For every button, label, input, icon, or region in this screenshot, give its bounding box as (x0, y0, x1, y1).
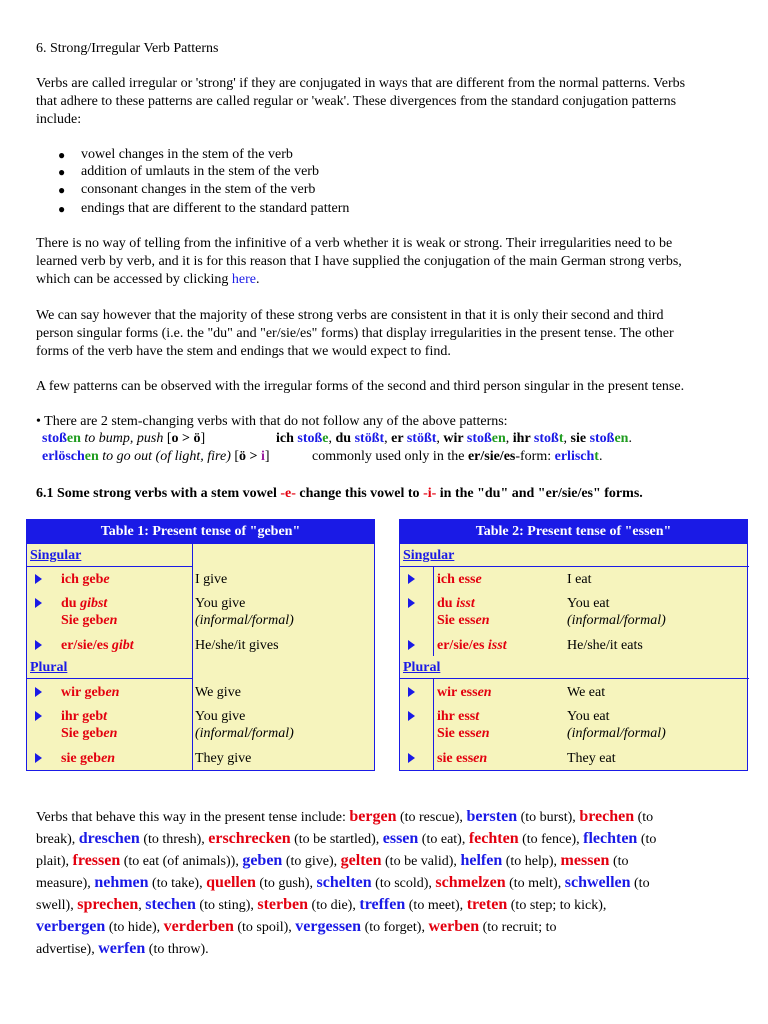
stossen-conjugation: ich stoße, du stößt, er stößt, wir stoßen, ihr stoßt, sie stoßen. (276, 431, 632, 446)
verb-link: stechen (145, 896, 196, 913)
paragraph-line: We can say however that the majority of these strong verbs are consistent in that it is only their second and third (36, 308, 664, 323)
play-icon (408, 711, 415, 721)
table-essen (399, 519, 748, 771)
column-divider (433, 566, 434, 656)
verb-ending: en (84, 449, 99, 464)
verb-link: verbergen (36, 918, 106, 935)
play-icon (35, 753, 42, 763)
verb-link: vergessen (295, 918, 362, 935)
play-icon (35, 687, 42, 697)
verb-gloss: to go out (of light, fire) (102, 449, 231, 464)
bullet-icon: ● (58, 165, 66, 179)
list-item: endings that are different to the standard pattern (81, 201, 350, 216)
paragraph-line (36, 271, 260, 289)
translation: I eat (567, 572, 592, 587)
verb-link: treffen (359, 896, 406, 913)
plural-label: Plural (30, 660, 68, 675)
column-divider (433, 678, 434, 771)
erloeschen-note: commonly used only in the er/sie/es-form: erlischt. (312, 449, 603, 464)
here-link[interactable]: here (231, 272, 257, 287)
paragraph-line: person singular forms (i.e. the "du" and "er/sie/es" forms) that display irregularities in the present tense. The other (36, 326, 674, 341)
intro-line: include: (36, 112, 82, 127)
verb-link: messen (560, 852, 610, 869)
play-icon (35, 574, 42, 584)
verb-stem: stoß (42, 431, 67, 446)
verb-link: erschrecken (208, 830, 291, 847)
table-row: sie geben (61, 751, 116, 766)
translation: You give (195, 596, 246, 611)
translation: They eat (567, 751, 616, 766)
intro-line: that adhere to these patterns are called regular or 'weak'. These divergences from the standard conjugation patterns (36, 94, 677, 109)
table-row: ich esse (437, 572, 482, 587)
row-divider (27, 678, 192, 679)
translation-note: (informal/formal) (567, 726, 666, 741)
play-icon (408, 753, 415, 763)
row-divider (400, 678, 749, 679)
verb-link: nehmen (94, 874, 149, 891)
verb-link: fechten (468, 830, 519, 847)
verb-link: brechen (579, 808, 635, 825)
translation: You eat (567, 596, 610, 611)
verb-link: schelten (316, 874, 372, 891)
singular-label: Singular (403, 548, 455, 563)
translation: He/she/it eats (567, 638, 643, 653)
table-row: ich gebe (61, 572, 110, 587)
table-row: wir essen (437, 685, 492, 700)
paragraph-line: learned verb by verb, and it is for this reason that I have supplied the conjugation of the main German strong verbs, (36, 254, 682, 269)
play-icon (408, 640, 415, 650)
verb-link: bergen (349, 808, 397, 825)
stem-note-intro: • There are 2 stem-changing verbs with that do not follow any of the above patterns: (36, 414, 508, 429)
translation-note: (informal/formal) (195, 613, 294, 628)
list-item: consonant changes in the stem of the verb (81, 182, 316, 197)
table-row: wir geben (61, 685, 120, 700)
table-row: Sie essen (437, 613, 490, 628)
bullet-icon: ● (58, 148, 66, 162)
table-row: er/sie/es gibt (61, 638, 134, 653)
list-item: vowel changes in the stem of the verb (81, 147, 293, 162)
table-row: Sie geben (61, 613, 118, 628)
table-row: sie essen (437, 751, 488, 766)
table-row: Sie essen (437, 726, 490, 741)
verb-link: dreschen (78, 830, 140, 847)
verb-link: gelten (340, 852, 382, 869)
verb-link: treten (466, 896, 508, 913)
play-icon (35, 640, 42, 650)
table-title: Table 2: Present tense of "essen" (400, 520, 747, 544)
translation: They give (195, 751, 252, 766)
intro-line: Verbs are called irregular or 'strong' if they are conjugated in ways that are different from the normal patterns. Verbs (36, 76, 686, 91)
translation-note: (informal/formal) (567, 613, 666, 628)
table-geben (26, 519, 375, 771)
stossen-row (42, 430, 205, 448)
table-row: ihr gebt (61, 709, 108, 724)
verb-stem: erlösch (42, 449, 85, 464)
verb-link: geben (242, 852, 283, 869)
verb-link: schwellen (564, 874, 631, 891)
verb-link: schmelzen (435, 874, 506, 891)
singular-label: Singular (30, 548, 82, 563)
paragraph-text: which can be accessed by clicking (36, 272, 232, 287)
play-icon (35, 711, 42, 721)
table-row: du isst (437, 596, 475, 611)
vowel-change: [ö > i] (234, 449, 270, 464)
translation: You eat (567, 709, 610, 724)
table-row: ihr esst (437, 709, 480, 724)
verb-link: quellen (206, 874, 256, 891)
table-row: du gibst (61, 596, 108, 611)
row-divider (400, 566, 749, 567)
translation: He/she/it gives (195, 638, 279, 653)
translation: I give (195, 572, 228, 587)
verb-link: essen (382, 830, 419, 847)
bullet-icon: ● (58, 183, 66, 197)
verb-link: verderben (163, 918, 234, 935)
translation: We give (195, 685, 241, 700)
table-row: Sie geben (61, 726, 118, 741)
verb-gloss: to bump, push (84, 431, 164, 446)
verbs-intro: Verbs that behave this way in the present tense include: (36, 810, 350, 825)
erloeschen-row (42, 448, 270, 466)
translation-note: (informal/formal) (195, 726, 294, 741)
verb-link: werfen (98, 940, 146, 957)
translation: We eat (567, 685, 606, 700)
play-icon (408, 598, 415, 608)
verb-link: sprechen (77, 896, 139, 913)
table-title: Table 1: Present tense of "geben" (27, 520, 374, 544)
translation: You give (195, 709, 246, 724)
verb-link: flechten (583, 830, 638, 847)
verb-link: sterben (257, 896, 309, 913)
play-icon (408, 687, 415, 697)
row-divider (27, 566, 192, 567)
paragraph-patterns: A few patterns can be observed with the irregular forms of the second and third person singular in the present tense. (36, 379, 685, 394)
verbs-list-paragraph: Verbs that behave this way in the present tense include: bergen (to rescue), bersten (to burst), brechen (to break), dreschen (to thresh), erschrecken (to be startled), essen (to eat), fechten (to fence), flechten (to plait), fressen (to eat (of animals)), geben (to give), gelten (to be valid), helfen (to help), messen (to measure), nehmen (to take), quellen (to gush), schelten (to scold), schmelzen (to melt), schwellen (to swell), sprechen, stechen (to sting), sterben (to die), treffen (to meet), treten (to step; to kick), verbergen (to hide), verderben (to spoil), vergessen (to forget), werben (to recruit; to advertise), werfen (to throw). (36, 808, 657, 957)
verb-ending: en (66, 431, 81, 446)
list-item: addition of umlauts in the stem of the verb (81, 164, 319, 179)
verb-link: helfen (460, 852, 503, 869)
period: . (256, 272, 260, 287)
table-row: er/sie/es isst (437, 638, 507, 653)
bullet-icon: ● (58, 202, 66, 216)
page-title: 6. Strong/Irregular Verb Patterns (36, 41, 219, 56)
column-divider (192, 544, 193, 771)
verb-link: bersten (466, 808, 518, 825)
vowel-change: [o > ö] (166, 431, 206, 446)
verb-link: fressen (72, 852, 121, 869)
paragraph-line: There is no way of telling from the infinitive of a verb whether it is weak or strong. Their irregularities need to be (36, 236, 673, 251)
play-icon (408, 574, 415, 584)
play-icon (35, 598, 42, 608)
plural-label: Plural (403, 660, 441, 675)
paragraph-line: forms of the verb have the stem and endings that we would expect to find. (36, 344, 451, 359)
section-heading: 6.1 Some strong verbs with a stem vowel -e- change this vowel to -i- in the "du" and "er/sie/es" forms. (36, 486, 643, 501)
verb-link: werben (428, 918, 480, 935)
